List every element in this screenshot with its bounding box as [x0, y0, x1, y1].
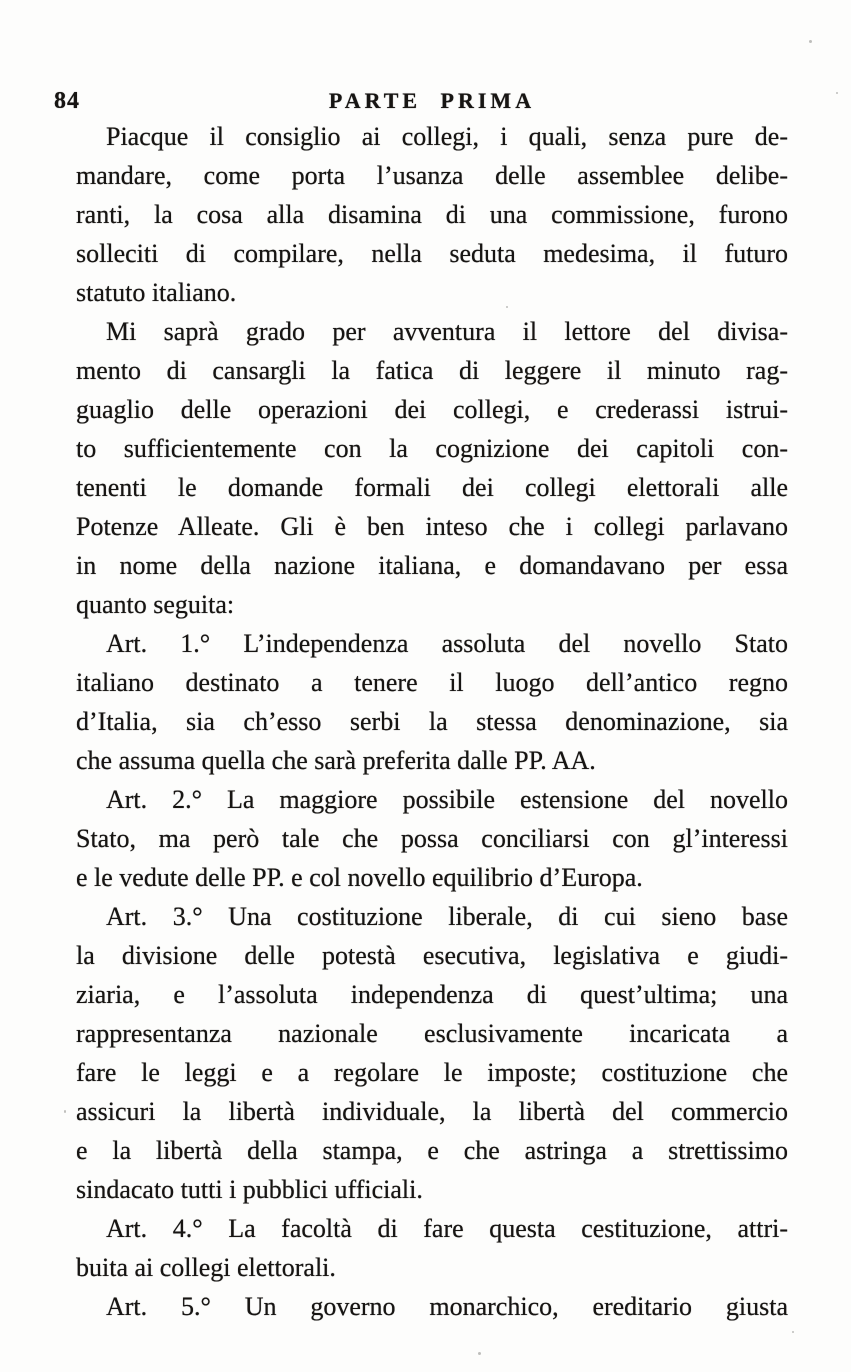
text-line: tenenti le domande formali dei collegi elettorali alle — [76, 473, 788, 502]
text-line: guaglio delle operazioni dei collegi, e crederassi istrui- — [76, 395, 788, 424]
text-line: d’Italia, sia ch’esso serbi la stessa denominazione, sia — [76, 707, 788, 736]
text-line: ziaria, e l’assoluta independenza di quest’ultima; una — [76, 980, 788, 1009]
text-line: ranti, la cosa alla disamina di una commissione, furono — [76, 200, 788, 229]
text-line: la divisione delle potestà esecutiva, legislativa e giudi- — [76, 941, 788, 970]
running-header: PARTE PRIMA — [328, 88, 536, 113]
scan-speck — [836, 92, 838, 94]
text-line: sindacato tutti i pubblici ufficiali. — [76, 1175, 423, 1204]
text-line: assicuri la libertà individuale, la libertà del commercio — [76, 1097, 788, 1126]
paragraph — [76, 1287, 788, 1326]
text-line: solleciti di compilare, nella seduta medesima, il futuro — [76, 239, 788, 268]
text-line: to sufficientemente con la cognizione dei capitoli con- — [76, 434, 788, 463]
paragraph — [76, 780, 788, 897]
paragraph — [76, 312, 788, 624]
scan-speck — [809, 40, 812, 43]
text-column — [76, 117, 788, 1326]
text-line: buita ai collegi elettorali. — [76, 1253, 336, 1282]
text-line: italiano destinato a tenere il luogo dell’antico regno — [76, 668, 788, 697]
text-line: che assuma quella che sarà preferita dalle PP. AA. — [76, 746, 596, 775]
text-line: e le vedute delle PP. e col novello equilibrio d’Europa. — [76, 863, 643, 892]
paragraph — [76, 1209, 788, 1287]
text-line: in nome della nazione italiana, e domandavano per essa — [76, 551, 788, 580]
text-line: fare le leggi e a regolare le imposte; costituzione che — [76, 1058, 788, 1087]
text-line: Potenze Alleate. Gli è ben inteso che i collegi parlavano — [76, 512, 788, 541]
text-line: Art. 1.° L’independenza assoluta del novello Stato — [106, 629, 788, 658]
text-line: e la libertà della stampa, e che astringa a strettissimo — [76, 1136, 788, 1165]
scan-speck — [506, 306, 508, 308]
paragraph — [76, 117, 788, 312]
text-line: mandare, come porta l’usanza delle assemblee delibe- — [76, 161, 788, 190]
text-line: Mi saprà grado per avventura il lettore del divisa- — [106, 317, 788, 346]
paragraph — [76, 897, 788, 1209]
text-line: Stato, ma però tale che possa conciliarsi con gl’interessi — [76, 824, 788, 853]
page-header — [0, 86, 851, 116]
scan-speck — [792, 1331, 794, 1333]
text-line: Art. 2.° La maggiore possibile estensione del novello — [106, 785, 788, 814]
text-line: Piacque il consiglio ai collegi, i quali, senza pure de- — [106, 122, 788, 151]
scan-speck — [478, 1352, 481, 1355]
paragraph — [76, 624, 788, 780]
text-line: Art. 4.° La facoltà di fare questa cestituzione, attri- — [106, 1214, 788, 1243]
text-line: quanto seguita: — [76, 590, 235, 619]
text-line: statuto italiano. — [76, 278, 237, 307]
text-line: Art. 5.° Un governo monarchico, ereditario giusta — [106, 1292, 788, 1321]
text-line: rappresentanza nazionale esclusivamente incaricata a — [76, 1019, 788, 1048]
scan-speck — [64, 1110, 66, 1113]
text-line: Art. 3.° Una costituzione liberale, di cui sieno base — [106, 902, 788, 931]
text-line: mento di cansargli la fatica di leggere il minuto rag- — [76, 356, 788, 385]
page-number: 84 — [54, 88, 80, 114]
